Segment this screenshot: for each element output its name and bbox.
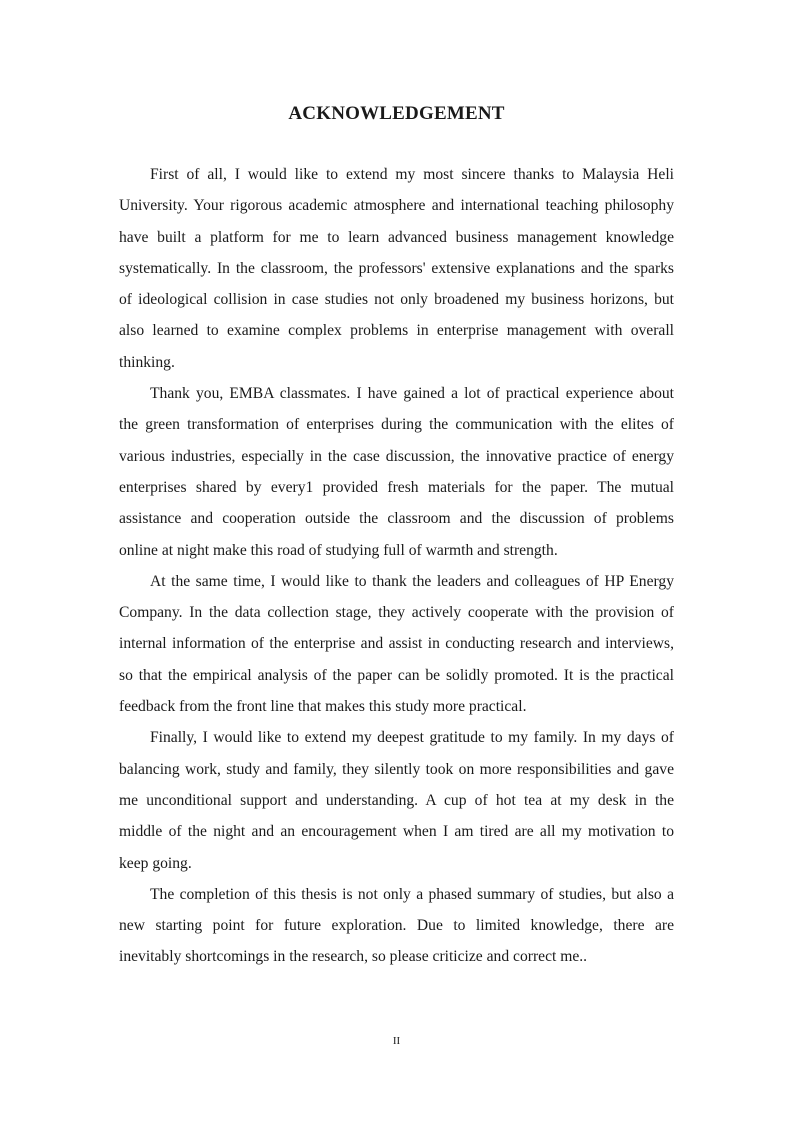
text-line: of ideological collision in case studies not only broadened my business horizons, but (119, 291, 674, 309)
paragraph-5 (119, 879, 674, 973)
text-line: Finally, I would like to extend my deepest gratitude to my family. In my days of (150, 729, 674, 747)
text-line: me unconditional support and understanding. A cup of hot tea at my desk in the (119, 791, 674, 809)
paragraph-1 (119, 159, 674, 378)
text-line: internal information of the enterprise and assist in conducting research and interviews, (119, 635, 674, 653)
paragraph-3 (119, 566, 674, 722)
text-line: various industries, especially in the case discussion, the innovative practice of energy (119, 447, 674, 465)
text-line: have built a platform for me to learn advanced business management knowledge (119, 228, 674, 246)
paragraph-2 (119, 378, 674, 566)
text-line: First of all, I would like to extend my most sincere thanks to Malaysia Heli (150, 166, 674, 183)
text-line: systematically. In the classroom, the professors' extensive explanations and the sparks (119, 259, 674, 277)
page-number: II (392, 1035, 401, 1047)
text-line: enterprises shared by every1 provided fresh materials for the paper. The mutual (119, 478, 674, 496)
text-line: thinking. (119, 353, 175, 371)
text-line: feedback from the front line that makes this study more practical. (119, 698, 527, 716)
text-line: At the same time, I would like to thank the leaders and colleagues of HP Energy (150, 572, 674, 590)
text-line: balancing work, study and family, they silently took on more responsibilities and gave (119, 760, 674, 778)
text-line: assistance and cooperation outside the classroom and the discussion of problems (119, 510, 674, 528)
text-line: the green transformation of enterprises during the communication with the elites of (119, 416, 674, 434)
text-line: new starting point for future exploration. Due to limited knowledge, there are (119, 917, 674, 935)
paragraph-4 (119, 722, 674, 878)
text-line: Company. In the data collection stage, they actively cooperate with the provision of (119, 604, 674, 622)
text-line: middle of the night and an encouragement when I am tired are all my motivation to (119, 823, 674, 841)
text-line: keep going. (119, 854, 192, 872)
text-line: so that the empirical analysis of the paper can be solidly promoted. It is the practical (119, 666, 674, 684)
acknowledgement-body (119, 159, 674, 973)
text-line: inevitably shortcomings in the research, so please criticize and correct me.. (119, 948, 588, 966)
text-line: The completion of this thesis is not only a phased summary of studies, but also a (150, 885, 674, 903)
text-line: Thank you, EMBA classmates. I have gained a lot of practical experience about (150, 385, 674, 403)
text-line: also learned to examine complex problems in enterprise management with overall (119, 322, 674, 340)
page-title: ACKNOWLEDGEMENT (288, 103, 505, 124)
text-line: online at night make this road of studying full of warmth and strength. (119, 541, 558, 559)
text-line: University. Your rigorous academic atmosphere and international teaching philosophy (119, 197, 674, 215)
